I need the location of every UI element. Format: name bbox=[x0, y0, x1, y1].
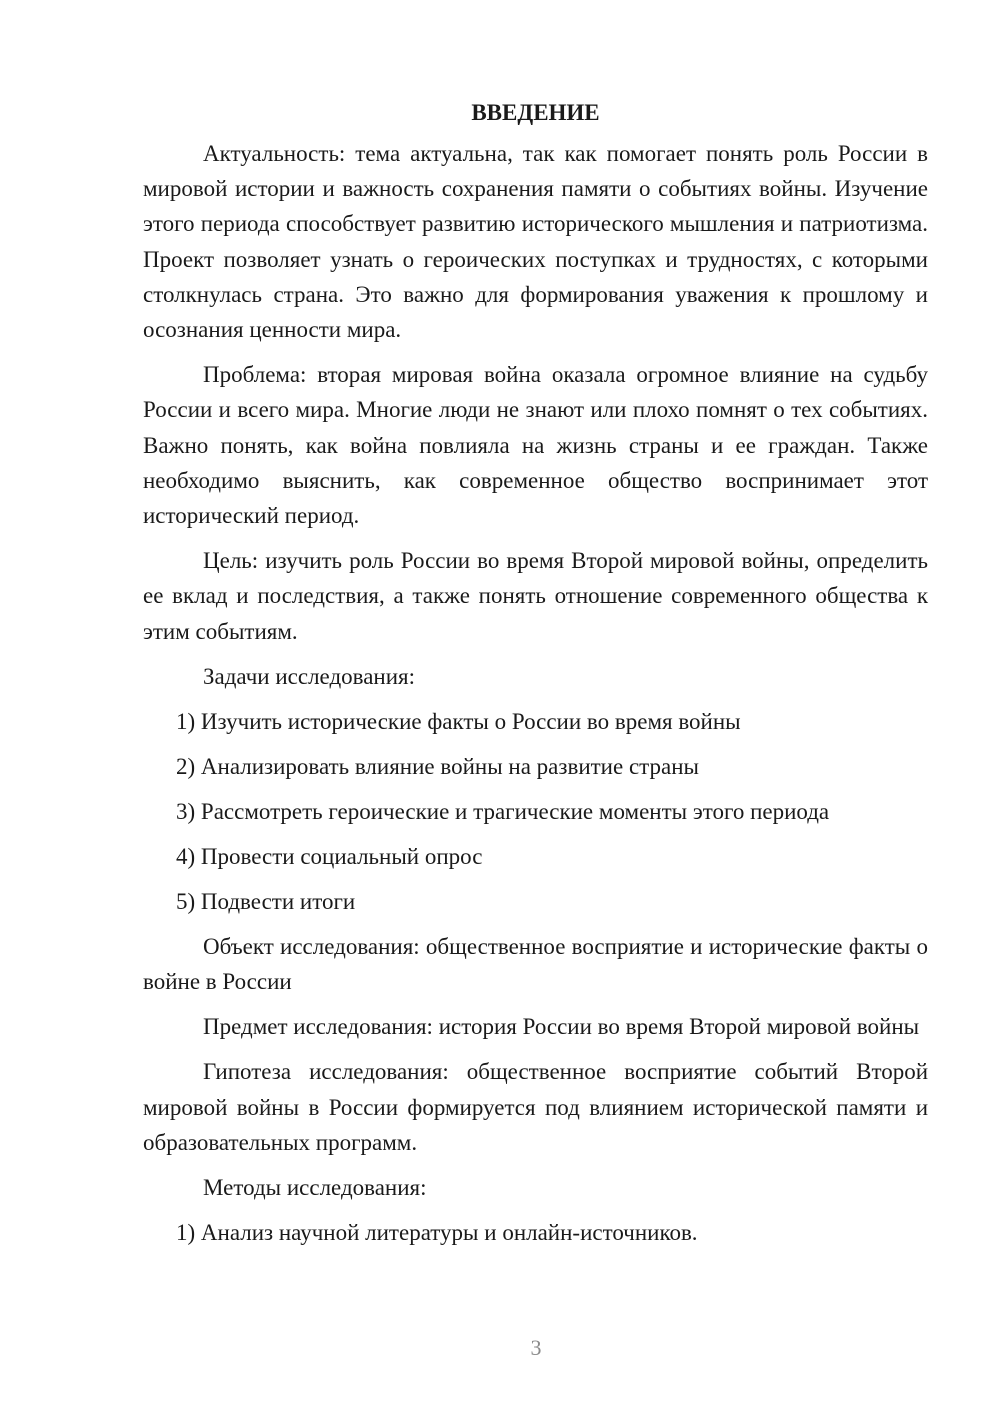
relevance-paragraph: Актуальность: тема актуальна, так как помогает понять роль России в мировой истории и важность сохранения памяти о событиях войны. Изучение этого периода способствует развитию исторического мышления и патриотизма. Проект позволяет узнать о героических поступках и трудностях, с которыми столкнулась страна. Это важно для формирования уважения к прошлому и осознания ценности мира. bbox=[143, 141, 928, 343]
hypothesis-paragraph: Гипотеза исследования: общественное восприятие событий Второй мировой войны в России формируется под влиянием исторической памяти и образовательных программ. bbox=[143, 1059, 928, 1155]
page-number: 3 bbox=[530, 1335, 542, 1360]
list-item: 5) Подвести итоги bbox=[176, 888, 356, 914]
object-paragraph: Объект исследования: общественное восприятие и исторические факты о войне в России bbox=[143, 933, 928, 995]
methods-list bbox=[143, 1215, 928, 1250]
subject-paragraph: Предмет исследования: история России во время Второй мировой войны bbox=[203, 1014, 920, 1040]
list-item: 1) Изучить исторические факты о России во время войны bbox=[176, 708, 741, 734]
problem-paragraph: Проблема: вторая мировая война оказала огромное влияние на судьбу России и всего мира. Многие люди не знают или плохо помнят о тех событиях. Важно понять, как война повлияла на жизнь страны и ее граждан. Также необходимо выяснить, как современное общество воспринимает этот исторический период. bbox=[143, 362, 928, 529]
tasks-label: Задачи исследования: bbox=[203, 663, 416, 689]
tasks-list bbox=[143, 704, 928, 919]
list-item: 1) Анализ научной литературы и онлайн-источников. bbox=[176, 1220, 698, 1246]
goal-paragraph: Цель: изучить роль России во время Второй мировой войны, определить ее вклад и последствия, а также понять отношение современного общества к этим событиям. bbox=[143, 548, 928, 644]
page-content bbox=[143, 95, 928, 1260]
methods-label: Методы исследования: bbox=[203, 1175, 427, 1201]
list-item: 4) Провести социальный опрос bbox=[176, 843, 483, 869]
section-heading: ВВЕДЕНИЕ bbox=[471, 100, 600, 125]
list-item: 3) Рассмотреть героические и трагические моменты этого периода bbox=[176, 798, 830, 824]
list-item: 2) Анализировать влияние войны на развитие страны bbox=[176, 753, 699, 779]
